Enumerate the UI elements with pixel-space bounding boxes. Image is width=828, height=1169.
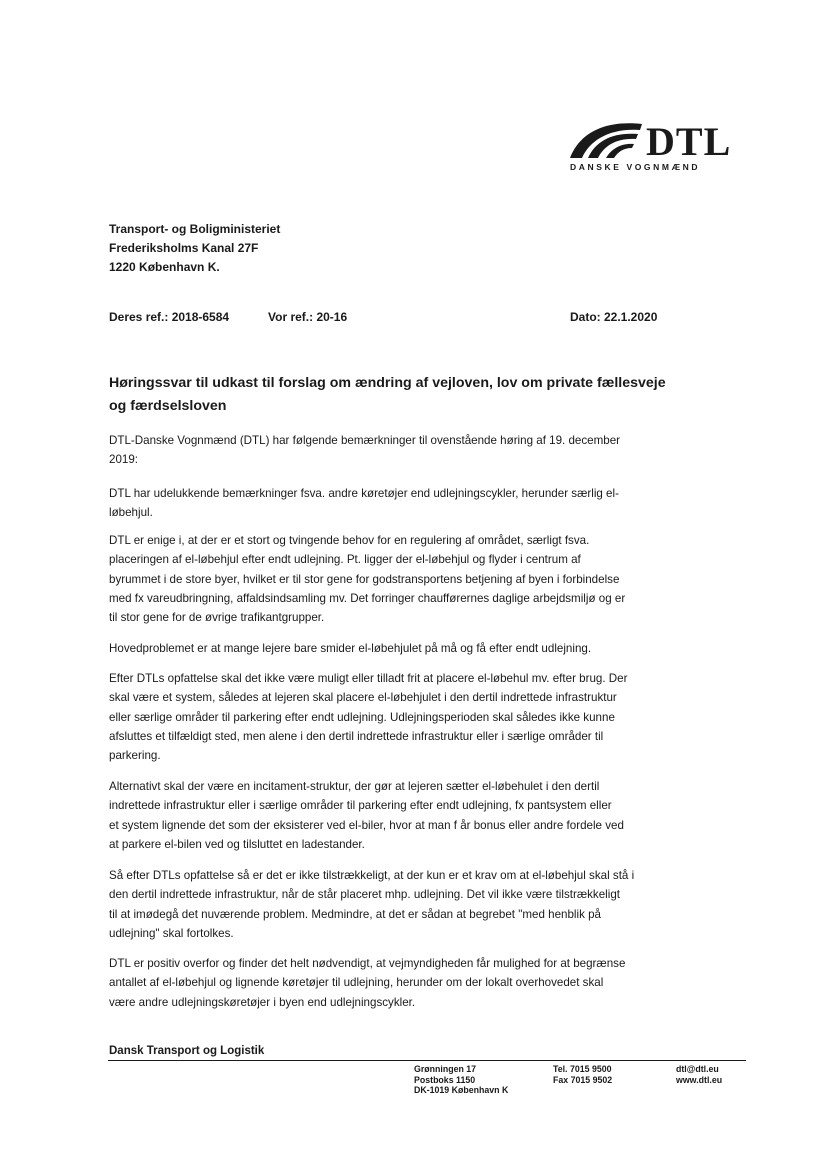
- text-line: DTL har udelukkende bemærkninger fsva. andre køretøjer end udlejningscykler, herunder særlig el-: [109, 487, 619, 500]
- text-line: Efter DTLs opfattelse skal det ikke være muligt eller tilladt frit at placere el-løbehul mv. efter brug. Der: [109, 672, 628, 685]
- text-line: den dertil indrettede infrastruktur, når de står placeret mhp. udlejning. Det vil ikke være tilstrækkeligt: [109, 888, 621, 902]
- vor-ref: Vor ref.: 20-16: [268, 310, 348, 324]
- footer-divider: [108, 1060, 746, 1061]
- footer-address: [414, 1064, 508, 1096]
- text-line: eller særlige områder til parkering efter endt udlejning. Udlejningsperioden skal således ikke kunne: [109, 710, 615, 724]
- footer-email-link[interactable]: dtl@dtl.eu: [676, 1064, 719, 1074]
- text-line: DTL er enige i, at der er et stort og tvingende behov for en regulering af området, særligt fsva.: [109, 534, 590, 547]
- title-line: og færdselsloven: [109, 398, 227, 414]
- text-line: parkering.: [109, 749, 161, 763]
- text-line: med fx vareudbringning, affaldsindsamling mv. Det forringer chaufførernes daglige arbejdsmiljø og er: [109, 591, 626, 605]
- paragraph-regulation: [109, 531, 729, 627]
- footer-line: Tel. 7015 9500: [553, 1064, 612, 1074]
- logo-text: DTL: [646, 119, 732, 164]
- text-line: antallet af el-løbehjul og lignende køretøjer til udlejning, herunder om der lokalt overhovedet skal: [109, 976, 604, 990]
- text-line: DTL er positiv overfor og finder det helt nødvendigt, at vejmyndigheden får mulighed for at begrænse: [109, 957, 626, 970]
- signature: Dansk Transport og Logistik: [109, 1045, 265, 1057]
- footer-line: Grønningen 17: [414, 1064, 477, 1074]
- text-line: til at imødegå det nuværende problem. Medmindre, at det er sådan at begrebet "med henblik på: [109, 907, 601, 921]
- text-line: indrettede infrastruktur eller i særlige områder til parkering efter endt udlejning, fx pantsystem eller: [109, 799, 612, 813]
- logo-tagline: DANSKE VOGNMÆND: [570, 162, 701, 172]
- paragraph-incentive: [109, 777, 729, 854]
- paragraph-intro: [109, 431, 729, 470]
- text-line: Alternativt skal der være en incitament-struktur, der gør at lejeren sætter el-løbehulet i den dertil: [109, 780, 600, 793]
- recipient-line: Frederiksholms Kanal 27F: [109, 241, 259, 255]
- text-line: skal være et system, således at lejeren skal placere el-løbehjulet i den dertil indrettede infrastruktur: [109, 691, 617, 705]
- text-line: Så efter DTLs opfattelse så er det er ikke tilstrækkeligt, at der kun er et krav om at el-løbehjul skal stå i: [109, 869, 635, 882]
- letter-date: Dato: 22.1.2020: [570, 310, 658, 324]
- footer-website-link[interactable]: www.dtl.eu: [676, 1074, 723, 1085]
- text-line: afsluttes et tilfældigt sted, men alene i den dertil indrettede infrastruktur eller i særlige områder til: [109, 729, 604, 743]
- footer-web: [676, 1064, 722, 1085]
- logo-swoosh-icon: [566, 118, 646, 160]
- text-line: at parkere el-bilen ved og tilsluttet en ladestander.: [109, 837, 365, 851]
- text-line: et system lignende det som der eksisterer ved el-biler, hvor at man f år bonus eller andre fordele ved: [109, 818, 624, 832]
- text-line: 2019:: [109, 453, 139, 467]
- recipient-line: 1220 København K.: [109, 260, 220, 274]
- dtl-logo: [566, 118, 736, 176]
- footer-line: Fax 7015 9502: [553, 1074, 613, 1085]
- text-line: DTL-Danske Vognmænd (DTL) har følgende bemærkninger til ovenstående høring af 19. december: [109, 434, 621, 447]
- footer-line: DK-1019 København K: [414, 1085, 509, 1095]
- text-line: byrummet i de store byer, hvilket er til stor gene for godstransportens betjening af byen i forbindelse: [109, 572, 620, 586]
- footer-phone: [553, 1064, 612, 1085]
- paragraph-sufficiency: [109, 866, 729, 943]
- text-line: placeringen af el-løbehjul efter endt udlejning. Pt. ligger der el-løbehjul og flyder i centrum af: [109, 553, 581, 567]
- letter-title: [109, 372, 729, 418]
- text-line: være andre udlejningskøretøjer i byen end udlejningscykler.: [109, 995, 416, 1009]
- paragraph-conclusion: [109, 954, 729, 1012]
- footer-line: Postboks 1150: [414, 1074, 476, 1085]
- recipient-address: [109, 220, 280, 277]
- title-line: Høringssvar til udkast til forslag om ændring af vejloven, lov om private fællesveje: [109, 375, 666, 391]
- paragraph-main-problem: [109, 639, 729, 658]
- text-line: til stor gene for de øvrige trafikantgrupper.: [109, 611, 325, 625]
- paragraph-dtl-view: [109, 669, 729, 765]
- deres-ref: Deres ref.: 2018-6584: [109, 310, 230, 324]
- text-line: udlejning" skal fortolkes.: [109, 926, 234, 940]
- text-line: Hovedproblemet er at mange lejere bare smider el-løbehjulet på må og få efter endt udlejning.: [109, 642, 592, 655]
- paragraph-scope: [109, 484, 729, 523]
- recipient-line: Transport- og Boligministeriet: [109, 222, 281, 236]
- text-line: løbehjul.: [109, 506, 153, 520]
